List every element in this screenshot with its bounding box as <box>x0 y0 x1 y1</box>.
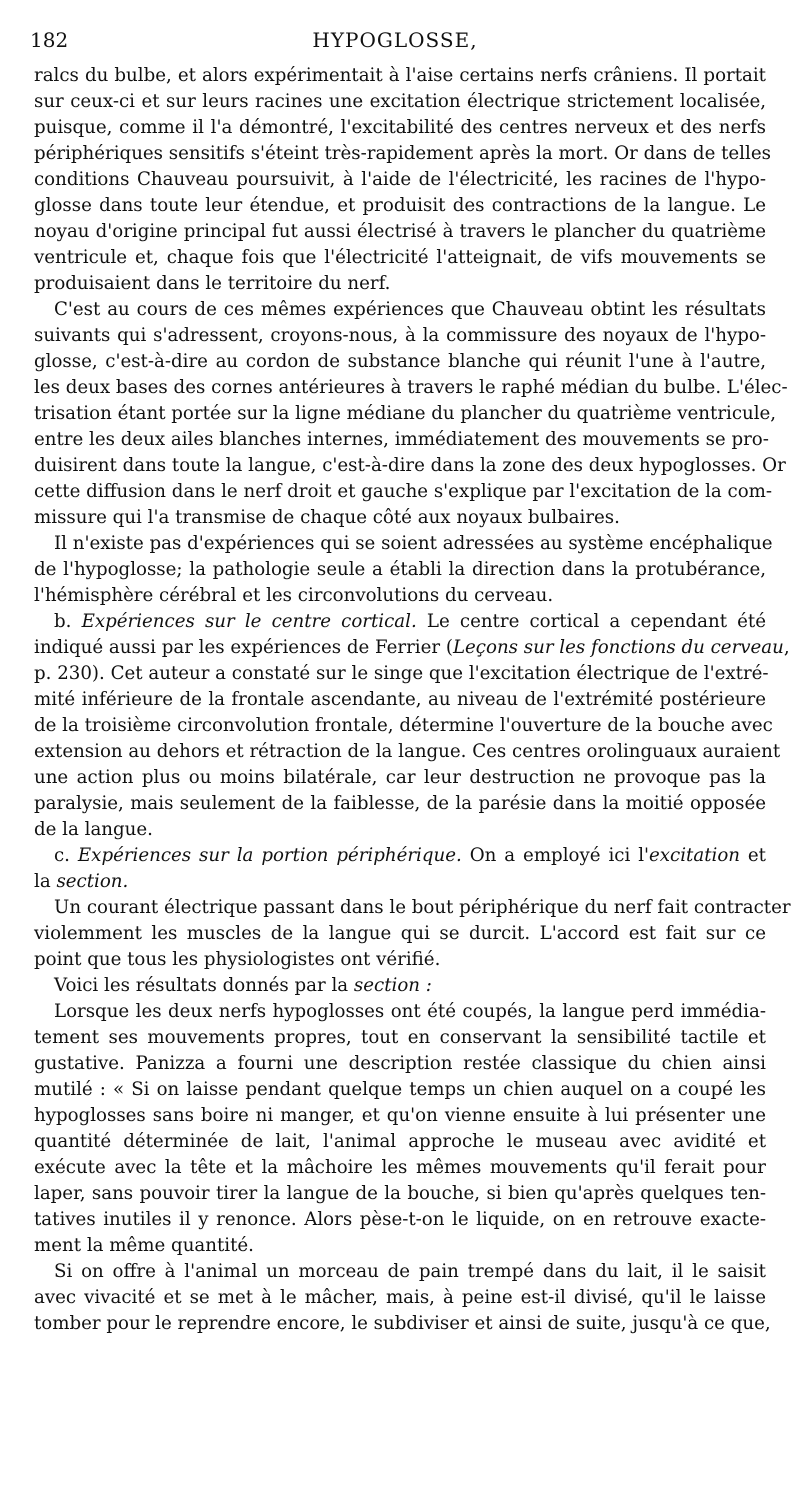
text-line: périphériques sensitifs s'éteint très-rapidement après la mort. Or dans de telles <box>34 143 771 164</box>
italic-text: Expériences sur la portion périphérique. <box>77 845 462 866</box>
text-line: quantité déterminée de lait, l'animal approche le museau avec avidité et <box>34 1131 766 1152</box>
text-line: mité inférieure de la frontale ascendante, au niveau de l'extrémité postérieure <box>34 689 766 710</box>
page-number: 182 <box>30 28 69 52</box>
text-line: ralcs du bulbe, et alors expérimentait à l'aise certains nerfs crâniens. Il portait <box>34 65 766 86</box>
text-line: paralysie, mais seulement de la faiblesse, de la parésie dans la moitié opposée <box>34 793 766 814</box>
text-line: de la troisième circonvolution frontale, détermine l'ouverture de la bouche avec <box>34 715 773 736</box>
text-line <box>34 973 766 999</box>
text-line: conditions Chauveau poursuivit, à l'aide de l'électricité, les racines de l'hypo- <box>34 169 766 190</box>
line-text: c. <box>54 845 78 866</box>
line-text: indiqué aussi par les expériences de Ferrier ( <box>34 637 453 658</box>
italic-text: section : <box>353 975 432 996</box>
text-line: produisaient dans le territoire du nerf. <box>34 273 391 294</box>
text-line: duisirent dans toute la langue, c'est-à-dire dans la zone des deux hypoglosses. Or <box>34 455 786 476</box>
text-line: les deux bases des cornes antérieures à travers le raphé médian du bulbe. L'élec- <box>34 377 788 398</box>
text-line: ventricule et, chaque fois que l'électricité l'atteignait, de vifs mouvements se <box>34 247 766 268</box>
line-text: , <box>783 637 790 658</box>
italic-text: section. <box>56 871 129 892</box>
line-text: Le centre cortical a cependant été <box>416 611 766 632</box>
text-line <box>34 609 766 635</box>
text-line: Il n'existe pas d'expériences qui se soient adressées au système encéphalique <box>54 533 773 554</box>
text-line <box>34 843 766 869</box>
italic-text: Leçons sur les fonctions du cerveau <box>452 637 784 658</box>
text-line: violemment les muscles de la langue qui se durcit. L'accord est fait sur ce <box>34 923 766 944</box>
text-line: extension au dehors et rétraction de la langue. Ces centres orolinguaux auraient <box>34 741 781 762</box>
text-line: tomber pour le reprendre encore, le subdiviser et ainsi de suite, jusqu'à ce que, <box>34 1313 771 1334</box>
italic-text: Expériences sur le centre cortical. <box>81 611 417 632</box>
text-line: une action plus ou moins bilatérale, car leur destruction ne provoque pas la <box>34 767 766 788</box>
text-line: entre les deux ailes blanches internes, immédiatement des mouvements se pro- <box>34 429 769 450</box>
text-line: tement ses mouvements propres, tout en conservant la sensibilité tactile et <box>34 1027 766 1048</box>
line-text: et <box>739 845 766 866</box>
text-line: point que tous les physiologistes ont vérifié. <box>34 949 441 970</box>
text-line: l'hémisphère cérébral et les circonvolutions du cerveau. <box>34 585 554 606</box>
text-line: avec vivacité et se met à le mâcher, mais, à peine est-il divisé, qu'il le laisse <box>34 1287 766 1308</box>
text-line: gustative. Panizza a fourni une description restée classique du chien ainsi <box>34 1053 766 1074</box>
line-text: b. <box>54 611 82 632</box>
text-line <box>34 869 766 895</box>
text-line: noyau d'origine principal fut aussi électrisé à travers le plancher du quatrième <box>34 221 766 242</box>
running-title: HYPOGLOSSE, <box>312 28 478 52</box>
text-line: cette diffusion dans le nerf droit et gauche s'explique par l'excitation de la com- <box>34 481 773 502</box>
page-header <box>30 28 760 58</box>
text-line: puisque, comme il l'a démontré, l'excitabilité des centres nerveux et des nerfs <box>34 117 766 138</box>
italic-text: excitation <box>649 845 740 866</box>
text-line: missure qui l'a transmise de chaque côté aux noyaux bulbaires. <box>34 507 620 528</box>
text-line: de la langue. <box>34 819 153 840</box>
text-line: glosse, c'est-à-dire au cordon de substance blanche qui réunit l'une à l'autre, <box>34 351 766 372</box>
line-text: la <box>34 871 57 892</box>
text-line: Un courant électrique passant dans le bout périphérique du nerf fait contracter <box>54 897 791 918</box>
text-line: C'est au cours de ces mêmes expériences que Chauveau obtint les résultats <box>54 299 766 320</box>
text-line: Si on offre à l'animal un morceau de pain trempé dans du lait, il le saisit <box>54 1261 766 1282</box>
text-line <box>34 635 790 661</box>
text-line: exécute avec la tête et la mâchoire les mêmes mouvements qu'il ferait pour <box>34 1157 766 1178</box>
text-line: suivants qui s'adressent, croyons-nous, à la commissure des noyaux de l'hypo- <box>34 325 766 346</box>
text-line: trisation étant portée sur la ligne médiane du plancher du quatrième ventricule, <box>34 403 777 424</box>
body-text <box>34 63 791 1337</box>
text-line: tatives inutiles il y renonce. Alors pèse-t-on le liquide, on en retrouve exacte- <box>34 1209 766 1230</box>
text-line: glosse dans toute leur étendue, et produisit des contractions de la langue. Le <box>34 195 766 216</box>
text-line: p. 230). Cet auteur a constaté sur le singe que l'excitation électrique de l'extré- <box>34 663 769 684</box>
line-text: On a employé ici l' <box>461 845 650 866</box>
text-line: sur ceux-ci et sur leurs racines une excitation électrique strictement localisée, <box>34 91 766 112</box>
text-line: laper, sans pouvoir tirer la langue de la bouche, si bien qu'après quelques ten- <box>34 1183 766 1204</box>
text-line: de l'hypoglosse; la pathologie seule a établi la direction dans la protubérance, <box>34 559 766 580</box>
text-line: Lorsque les deux nerfs hypoglosses ont été coupés, la langue perd immédia- <box>54 1001 766 1022</box>
text-line: mutilé : « Si on laisse pendant quelque temps un chien auquel on a coupé les <box>34 1079 766 1100</box>
text-line: ment la même quantité. <box>34 1235 254 1256</box>
text-line: hypoglosses sans boire ni manger, et qu'on vienne ensuite à lui présenter une <box>34 1105 766 1126</box>
line-text: Voici les résultats donnés par la <box>54 975 354 996</box>
